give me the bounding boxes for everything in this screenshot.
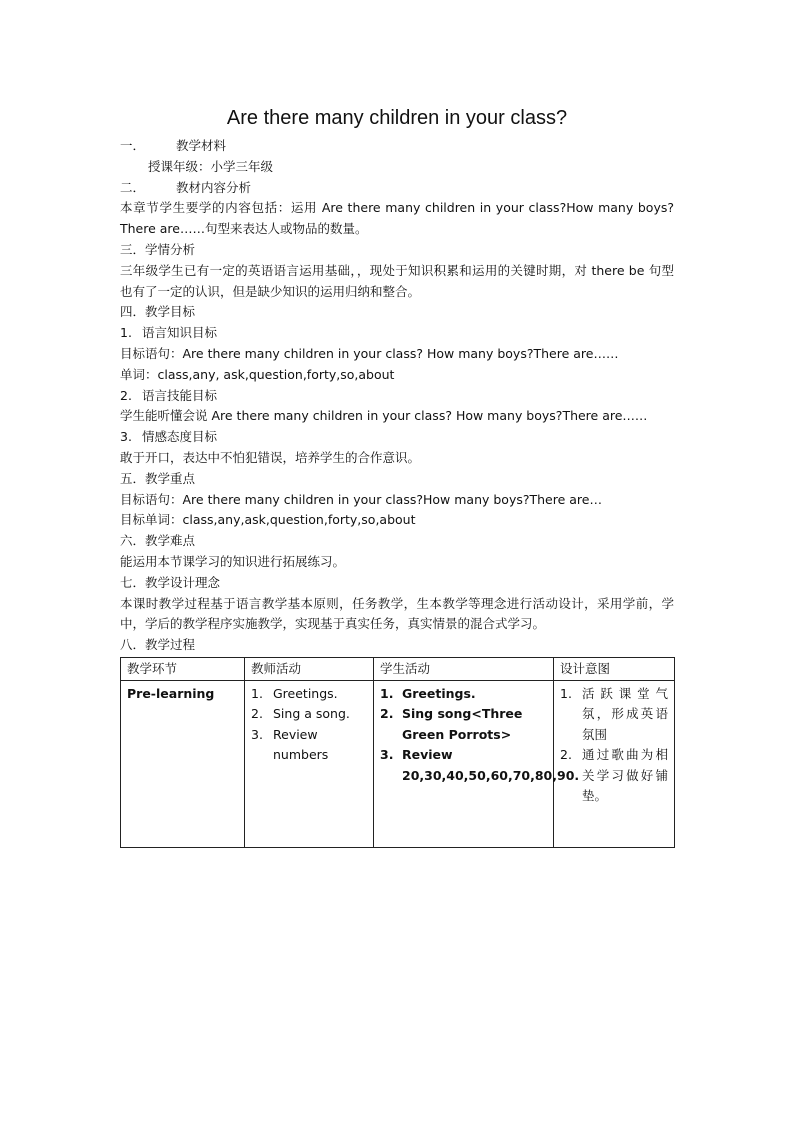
section-heading-objectives (120, 302, 674, 323)
key-points-sentence: 目标语句：Are there many children in your class?How many boys?There are… (120, 491, 602, 507)
cell-teacher-activity (245, 680, 374, 847)
section-label: 教学过程 (145, 637, 196, 653)
section-number: 七． (120, 574, 146, 590)
objective-label: 语言知识目标 (142, 325, 218, 341)
design-intent-list (560, 684, 668, 807)
objective-label: 语言技能目标 (142, 387, 218, 403)
section-heading-design-concept (120, 573, 674, 594)
list-item: 2. 通过歌曲为相关学习做好铺垫。 (560, 747, 668, 804)
skills-target-text: 学生能听懂会说 Are there many children in your class? How many boys?There are…… (120, 408, 648, 424)
key-points-words: 目标单词：class,any,ask,question,forty,so,about (120, 512, 416, 528)
cell-stage (121, 680, 245, 847)
list-item: 1. Greetings. (251, 685, 338, 701)
section-heading-difficulties (120, 531, 674, 552)
header-student-activity: 学生活动 (374, 657, 554, 680)
section-number: 一． (120, 138, 146, 153)
grade-text: 授课年级：小学三年级 (148, 158, 274, 174)
list-item: 3. Review 20,30,40,50,60,70,80,90. (380, 747, 580, 783)
learner-analysis-text: 三年级学生已有一定的英语语言运用基础，，现处于知识积累和运用的关键时期，对 there be 句型也有了一定的认识，但是缺少知识的运用归纳和整合。 (120, 262, 674, 299)
content-analysis-text: 本章节学生要学的内容包括：运用 Are there many children in your class?How many boys?There are……句型来表达人或物品的数量。 (120, 200, 674, 237)
section-label: 教学材料 (176, 138, 227, 153)
section-heading-materials (120, 136, 674, 157)
section-number: 五． (120, 470, 146, 486)
section-number: 八． (120, 637, 146, 653)
section-number: 四． (120, 304, 146, 320)
table-header-row (121, 657, 675, 680)
objective-heading-knowledge (120, 323, 674, 344)
list-item: 1. Greetings. (380, 685, 476, 701)
header-design-intent: 设计意图 (554, 657, 675, 680)
difficulties-text: 能运用本节课学习的知识进行拓展练习。 (120, 553, 346, 569)
student-activity-list (380, 684, 580, 787)
objective-number: 2. (120, 387, 132, 403)
table-row (121, 680, 675, 847)
knowledge-target-words: 单词：class,any, ask,question,forty,so,about (120, 366, 395, 382)
section-label: 教学难点 (145, 533, 196, 549)
list-item: 2. Sing song<Three Green Porrots> (380, 706, 523, 742)
attitude-target-text: 敢于开口，表达中不怕犯错误，培养学生的合作意识。 (120, 449, 421, 465)
section-number: 三． (120, 241, 146, 257)
objective-number: 3. (120, 429, 132, 445)
list-item: 3. Review numbers (251, 726, 329, 763)
objective-label: 情感态度目标 (142, 429, 218, 445)
objective-number: 1. (120, 325, 132, 341)
teacher-activity-list (251, 684, 367, 766)
list-item: 1. 活跃课堂气氛，形成英语氛围 (560, 685, 668, 742)
list-item: 2. Sing a song. (251, 706, 350, 722)
stage-label: Pre-learning (127, 685, 215, 701)
knowledge-target-sentence: 目标语句：Are there many children in your class? How many boys?There are…… (120, 345, 619, 361)
section-heading-key-points (120, 469, 674, 490)
design-concept-text: 本课时教学过程基于语言教学基本原则，任务教学，生本教学等理念进行活动设计，采用学前，学中，学后的教学程序实施教学，实现基于真实任务，真实情景的混合式学习。 (120, 595, 674, 632)
section-number: 二． (120, 179, 146, 195)
document-page (120, 104, 674, 848)
section-label: 学情分析 (145, 241, 196, 257)
section-number: 六． (120, 533, 146, 549)
cell-design-intent (554, 680, 675, 847)
section-label: 教学重点 (145, 470, 196, 486)
section-label: 教学设计理念 (145, 574, 221, 590)
section-heading-content-analysis (120, 178, 674, 199)
objective-heading-skills (120, 386, 674, 407)
objective-heading-attitude (120, 427, 674, 448)
document-title: Are there many children in your class? (226, 107, 568, 129)
cell-student-activity (374, 680, 580, 847)
section-heading-learner-analysis (120, 240, 674, 261)
section-heading-process (120, 635, 674, 656)
header-stage: 教学环节 (121, 657, 245, 680)
section-label: 教学目标 (145, 304, 196, 320)
section-label: 教材内容分析 (176, 179, 252, 195)
teaching-process-table (120, 657, 675, 848)
header-teacher-activity: 教师活动 (245, 657, 374, 680)
